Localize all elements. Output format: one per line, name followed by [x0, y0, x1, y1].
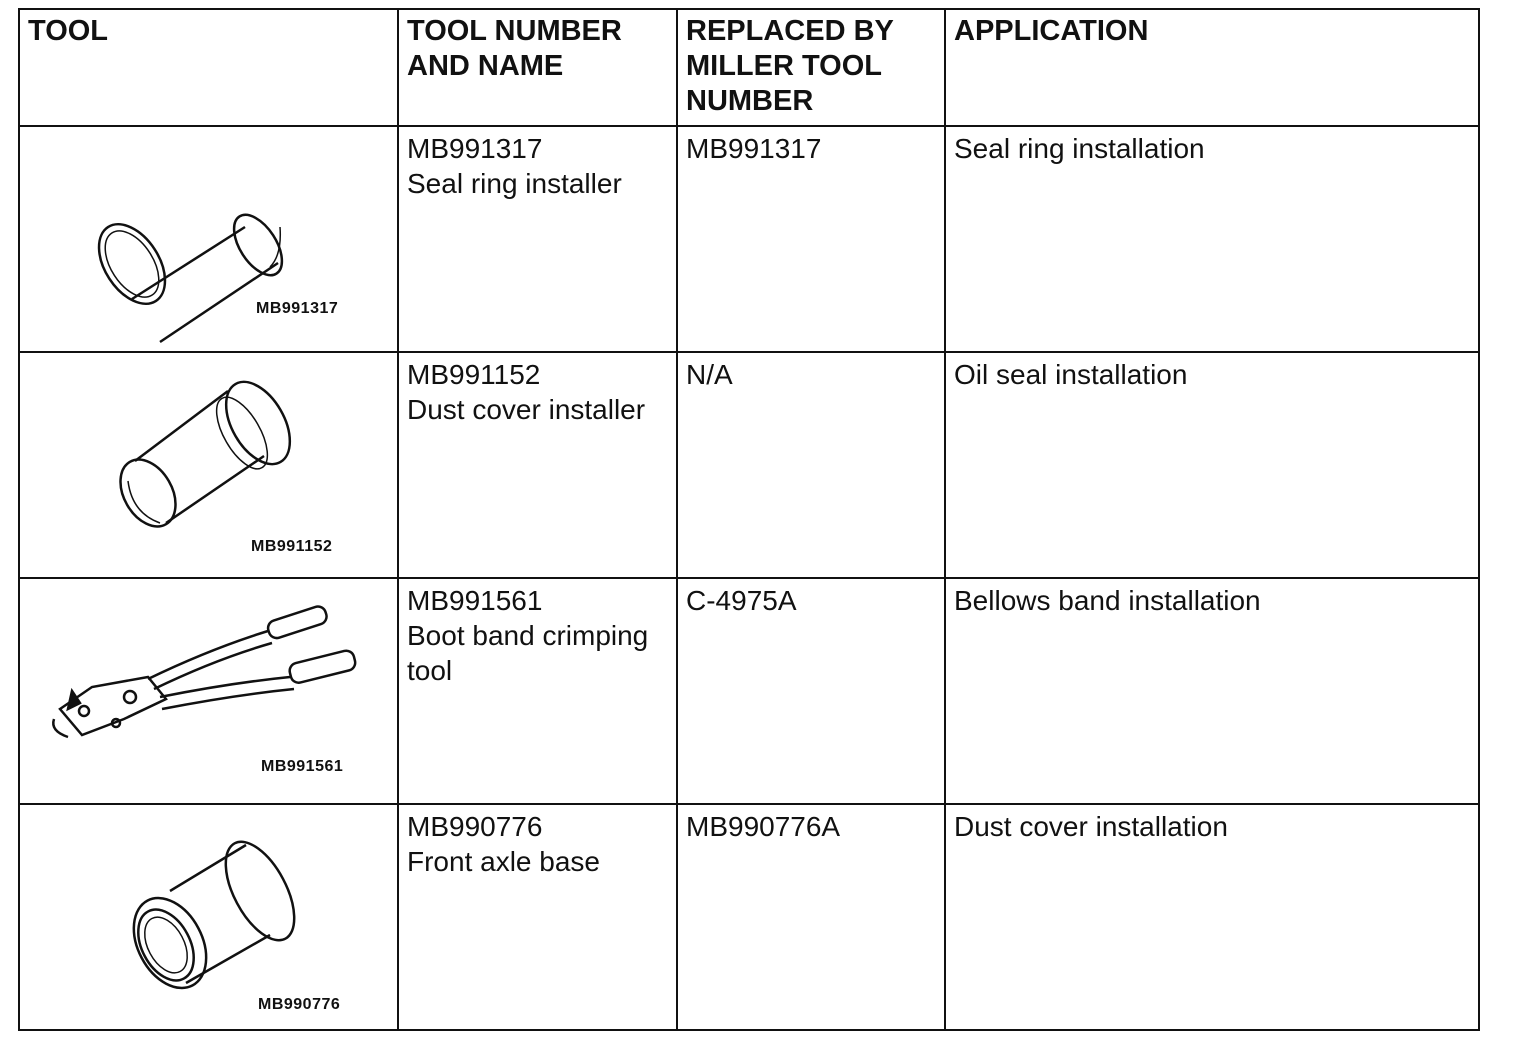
application-cell: Oil seal installation [945, 352, 1479, 578]
tool-number: MB990776 [407, 811, 543, 842]
tool-caption: MB991152 [251, 538, 333, 555]
tool-image-cell [19, 126, 398, 352]
tool-name: Seal ring installer [407, 168, 622, 199]
header-row [19, 9, 1479, 126]
tool-image-cell [19, 578, 398, 804]
tool-number-cell [398, 804, 677, 1030]
tool-image-cell [19, 352, 398, 578]
table-row [19, 352, 1479, 578]
tool-name: Dust cover installer [407, 394, 646, 425]
header-replaced-by: REPLACED BY MILLER TOOL NUMBER [677, 9, 945, 126]
application-cell: Seal ring installation [945, 126, 1479, 352]
header-tool-number: TOOL NUMBER AND NAME [398, 9, 677, 126]
tool-image-cell [19, 804, 398, 1030]
table-row [19, 804, 1479, 1030]
tool-number-cell [398, 352, 677, 578]
tool-number: MB991152 [407, 359, 541, 390]
replaced-by-cell: MB990776A [677, 804, 945, 1030]
tool-number: MB991561 [407, 585, 543, 616]
tool-caption: MB991561 [261, 758, 344, 775]
header-application: APPLICATION [945, 9, 1479, 126]
tool-number-cell [398, 578, 677, 804]
application-cell: Dust cover installation [945, 804, 1479, 1030]
tool-name-cont: tool [407, 655, 453, 686]
tool-caption: MB991317 [256, 300, 339, 317]
application-cell: Bellows band installation [945, 578, 1479, 804]
replaced-by-cell: MB991317 [677, 126, 945, 352]
table-row [19, 126, 1479, 352]
tool-number-cell [398, 126, 677, 352]
tool-number: MB991317 [407, 133, 543, 164]
special-tools-table [18, 8, 1480, 1031]
table-row [19, 578, 1479, 804]
tool-caption: MB990776 [258, 996, 341, 1013]
tool-name: Front axle base [407, 846, 600, 877]
tool-name: Boot band crimping [407, 620, 649, 651]
header-tool: TOOL [19, 9, 398, 126]
cylinder-sleeve-icon [20, 127, 399, 349]
replaced-by-cell: C-4975A [677, 578, 945, 804]
flanged-cylinder-icon [20, 353, 399, 575]
stepped-base-icon [20, 805, 399, 1027]
replaced-by-cell: N/A [677, 352, 945, 578]
